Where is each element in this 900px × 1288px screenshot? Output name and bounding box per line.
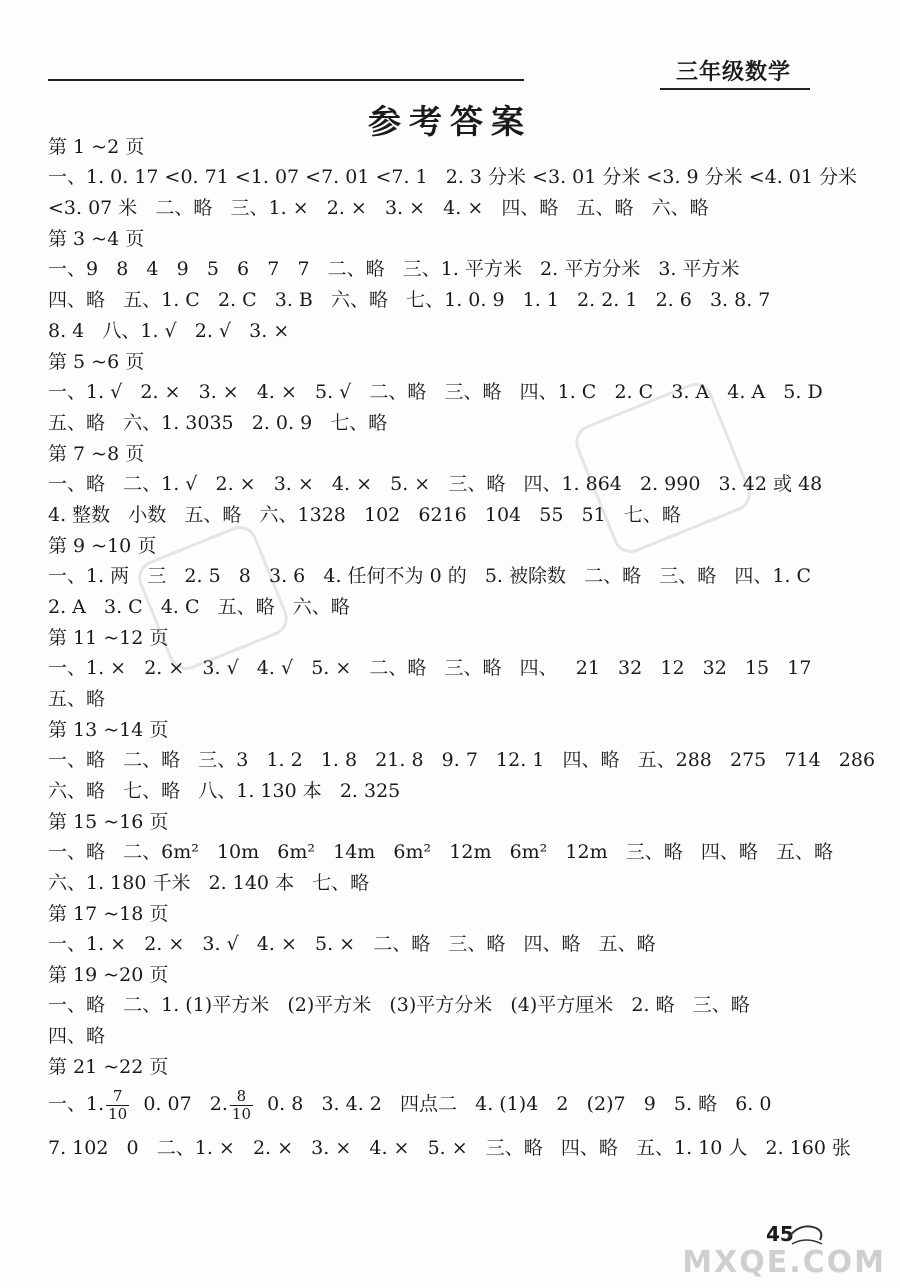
- section-title: 第 19 ~20 页: [48, 964, 169, 986]
- answer-line: 四、略: [48, 1025, 106, 1047]
- fraction-denominator: 10: [231, 1104, 251, 1123]
- answer-line: 一、1. 两 三 2. 5 8 3. 6 4. 任何不为 0 的 5. 被除数 二、略 三、略 四、1. C: [48, 565, 812, 587]
- header-rule-left: [48, 79, 524, 81]
- answer-line: 一、略 二、略 三、3 1. 2 1. 8 21. 8 9. 7 12. 1 四、略 五、288 275 714 286: [48, 749, 876, 771]
- fraction: [230, 1088, 253, 1123]
- answer-line: [48, 1082, 828, 1126]
- answer-line: 一、9 8 4 9 5 6 7 7 二、略 三、1. 平方米 2. 平方分米 3. 平方米: [48, 258, 740, 280]
- section-title: 第 9 ~10 页: [48, 535, 157, 557]
- section-title: 第 11 ~12 页: [48, 627, 169, 649]
- answer-line: 4. 整数 小数 五、略 六、1328 102 6216 104 55 51 七、略: [48, 504, 681, 526]
- page-number: 45: [766, 1222, 794, 1246]
- answer-line: 一、1. × 2. × 3. √ 4. √ 5. × 二、略 三、略 四、 21 32 12 32 15 17: [48, 657, 812, 679]
- section-title: 第 1 ~2 页: [48, 136, 145, 158]
- answer-line: 六、略 七、略 八、1. 130 本 2. 325: [48, 780, 401, 802]
- last-section-answers: [48, 1082, 852, 1170]
- section-title: 第 15 ~16 页: [48, 811, 169, 833]
- answer-line: 7. 102 0 二、1. × 2. × 3. × 4. × 5. × 三、略 四、略 五、1. 10 人 2. 160 张: [48, 1137, 852, 1159]
- fraction-numerator: 8: [230, 1088, 253, 1106]
- answer-text: 0. 07 2.: [131, 1093, 228, 1115]
- answer-line: 六、1. 180 千米 2. 140 本 七、略: [48, 872, 370, 894]
- answer-line: 一、1. 0. 17 <0. 71 <1. 07 <7. 01 <7. 1 2. 3 分米 <3. 01 分米 <3. 9 分米 <4. 01 分米: [48, 166, 857, 188]
- answer-line: 一、1. √ 2. × 3. × 4. × 5. √ 二、略 三、略 四、1. C 2. C 3. A 4. A 5. D: [48, 381, 823, 403]
- header-rule-right: [660, 88, 810, 90]
- answer-line: 2. A 3. C 4. C 五、略 六、略: [48, 596, 350, 618]
- section-title: 第 7 ~8 页: [48, 443, 145, 465]
- answer-line: 一、略 二、1. (1)平方米 (2)平方米 (3)平方分米 (4)平方厘米 2. 略 三、略: [48, 994, 750, 1016]
- section-title: 第 13 ~14 页: [48, 719, 169, 741]
- page-ornament-icon: [786, 1218, 826, 1248]
- answer-sections: [48, 132, 876, 1082]
- answer-line: 一、略 二、6m² 10m 6m² 14m 6m² 12m 6m² 12m 三、略 四、略 五、略: [48, 841, 833, 863]
- answer-line: <3. 07 米 二、略 三、1. × 2. × 3. × 4. × 四、略 五、略 六、略: [48, 197, 709, 219]
- site-watermark: MXQE.COM: [682, 1245, 886, 1280]
- answer-text: 一、1.: [48, 1093, 105, 1115]
- subject-label: 三年级数学: [676, 60, 792, 85]
- answer-line: 五、略 六、1. 3035 2. 0. 9 七、略: [48, 412, 388, 434]
- fraction-numerator: 7: [106, 1088, 129, 1106]
- answer-line: 四、略 五、1. C 2. C 3. B 六、略 七、1. 0. 9 1. 1 2. 2. 1 2. 6 3. 8. 7: [48, 289, 771, 311]
- document-title: 参考答案: [368, 102, 532, 141]
- section-title: 第 21 ~22 页: [48, 1056, 169, 1078]
- section-title: 第 17 ~18 页: [48, 903, 169, 925]
- answer-text: 0. 8 3. 4. 2 四点二 4. (1)4 2 (2)7 9 5. 略 6. 0: [255, 1093, 772, 1115]
- answer-line: 一、1. × 2. × 3. √ 4. × 5. × 二、略 三、略 四、略 五、略: [48, 933, 656, 955]
- section-title: 第 5 ~6 页: [48, 351, 145, 373]
- answer-line: 五、略: [48, 688, 106, 710]
- answer-content: [48, 132, 876, 1170]
- section-title: 第 3 ~4 页: [48, 228, 145, 250]
- fraction-denominator: 10: [108, 1104, 128, 1123]
- answer-line: 一、略 二、1. √ 2. × 3. × 4. × 5. × 三、略 四、1. 864 2. 990 3. 42 或 48: [48, 473, 823, 495]
- answer-line: 8. 4 八、1. √ 2. √ 3. ×: [48, 320, 290, 342]
- fraction: [106, 1088, 129, 1123]
